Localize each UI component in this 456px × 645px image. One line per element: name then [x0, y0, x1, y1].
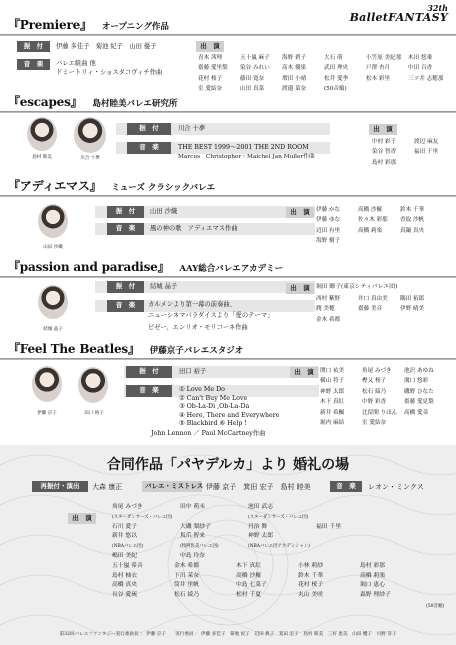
cast-grid: [112, 503, 432, 601]
cast-member: 増田 小晴: [282, 75, 307, 82]
cast-column: [400, 294, 424, 325]
music-line: THE BEST 1999〜2001 THE 2ND ROOM: [178, 144, 309, 151]
cast-member: [404, 418, 434, 428]
choreo-label: 振 付: [17, 41, 50, 52]
cast-member: 福田 千里: [316, 523, 342, 530]
cast-member: 木下 真紅: [320, 399, 345, 406]
cast-member: 松村 千夏: [236, 592, 262, 599]
cast-member: 大磯 梨紗子: [180, 523, 211, 530]
cast-member: 島村 彩那: [360, 562, 386, 569]
cast-member: 高橋 莉楽: [358, 227, 383, 234]
cast-member: 戸澤 杏月: [366, 65, 391, 72]
credit-value: 大森 康正: [92, 483, 123, 491]
photo-caption: 島村 睦美: [32, 155, 52, 160]
music-label: 音 楽: [107, 300, 144, 312]
cast-member: 関口 祐美: [320, 368, 345, 374]
cast-member: 金木 希都: [316, 316, 341, 323]
cast-column: [414, 137, 438, 168]
section-divider: [0, 195, 456, 197]
cast-member: 池田 武志: [248, 504, 274, 510]
premiere-heading: [8, 16, 169, 33]
portrait-photo: [38, 204, 68, 238]
piece-title: 『アディエマス』: [8, 179, 102, 193]
cast-column: [282, 53, 306, 95]
cast-member: 坂爪 智来: [180, 533, 206, 540]
music-composer: ビゼー、エンリオ・モリコーネ作曲: [148, 324, 248, 331]
section-divider: [0, 358, 456, 360]
cast-label: 出 演: [68, 513, 96, 524]
music-line: バレエ組曲 他: [56, 60, 96, 67]
piece-company: ミューズ クラシックバレエ: [111, 183, 216, 193]
choreographer: 山田 沙織: [150, 208, 178, 215]
credit-value: レオン・ミンクス: [368, 483, 424, 491]
cast-member: [400, 236, 424, 246]
cast-label: 出 演: [286, 283, 314, 294]
cast-member: [414, 158, 438, 168]
credit-label: バレエ・ミストレス: [142, 481, 202, 492]
cast-member: 五十嵐 麻子: [240, 55, 270, 61]
cast-member: 高橋 沙羅: [236, 572, 262, 579]
cast-member: [358, 315, 388, 325]
piece-company: 島村睦美バレエ研究所: [92, 99, 178, 109]
joint-piece-panel: [0, 445, 456, 645]
choreo-label: 振 付: [107, 281, 144, 293]
cast-row: [112, 523, 432, 533]
cast-member: 中野 彩香: [362, 399, 387, 406]
piece-company: 伊藤京子バレエスタジオ: [149, 346, 244, 356]
cast-member: 丹治 舞: [248, 523, 268, 530]
cast-member: 新井 悠以: [112, 533, 138, 540]
cast-row: [112, 552, 432, 562]
cast-column: [366, 53, 401, 95]
piece-title: 『Feel The Beatles』: [8, 342, 140, 356]
music-label: 音 楽: [126, 385, 172, 397]
cast-member: 高橋 真央: [112, 582, 138, 589]
cast-member: 武田 理央: [324, 65, 349, 72]
choreo-label: 振 付: [127, 123, 171, 135]
cast-member: 香取 沙帆: [400, 217, 425, 224]
cast-member: 高橋 愛朶: [404, 409, 429, 416]
song-item: ④ Here, There and Everywhere: [179, 411, 280, 419]
cast-label: 出 演: [290, 367, 318, 378]
cast-column: [320, 366, 344, 428]
cast-member: 磯野 ひなた: [404, 388, 434, 395]
cast-member: [408, 84, 443, 94]
credit-label: 再振付・演出: [32, 481, 88, 492]
cast-member: 溝口 悠彩: [404, 378, 429, 385]
piece-title: 『Premiere』: [8, 18, 92, 32]
cast-column: [240, 53, 270, 95]
cast-member: 渡邉 菜奈: [282, 86, 307, 93]
cast-member: 花村 桜子: [298, 582, 324, 589]
portrait-photo: [32, 366, 62, 402]
cast-member: 大石 萌: [324, 55, 343, 61]
cast-member: 潤 美穂: [316, 306, 335, 313]
cast-member: 森野 理紗子: [360, 592, 391, 599]
cast-member: 井口 真由美: [358, 296, 388, 302]
song-item: ① Love Me Do: [179, 386, 225, 393]
photo-caption: 伊藤 京子: [37, 411, 57, 416]
cast-member: (50音順): [324, 86, 347, 93]
cast-member: 中田 百香: [408, 65, 433, 72]
joint-title: 合同作品「パヤデルカ」より 婚礼の場: [106, 457, 350, 473]
music-line: ニューシネマパラダイスより「愛のテーマ」: [148, 312, 274, 319]
song-list: [179, 386, 280, 429]
cast-column: [358, 294, 388, 325]
cast-member: (牧阿佐美バレエ団): [180, 544, 219, 550]
cast-member: 中島 七菜子: [236, 582, 267, 589]
piece-title: 『passion and paradise』: [8, 260, 170, 274]
cast-member: 筒井 里帆: [174, 582, 200, 589]
edition-label: 32th: [427, 3, 448, 13]
cast-member: 松石 綾乃: [174, 592, 200, 599]
cast-member: 丸山 美咲: [298, 592, 324, 599]
cast-member: 伊藤 かな: [316, 207, 341, 213]
sort-note: (50音順): [426, 604, 445, 609]
music-line: カルメンより第一幕の前奏曲、: [148, 301, 236, 308]
section-divider: [0, 276, 456, 278]
cast-column: [358, 205, 388, 247]
cast-head: 堀田 瞭子(東京シティバレエ団): [316, 284, 398, 290]
choreographer: 川合 十夢: [178, 125, 206, 132]
portrait-photo: [27, 117, 57, 151]
photo-caption: 川合 十夢: [80, 156, 100, 161]
cast-member: 島村 柚衣: [112, 572, 138, 579]
cast-member: 染谷 みれい: [240, 65, 270, 72]
cast-member: 海野 樹子: [316, 238, 341, 245]
cast-member: 横山 将子: [320, 378, 345, 385]
music-line: 風の神の歌 アディエマス作曲: [150, 225, 238, 232]
photo-caption: 結城 晶子: [43, 327, 63, 332]
cast-member: 花村 桜子: [198, 75, 223, 82]
cast-member: 渡辺 麻友: [414, 139, 439, 145]
cast-column: [316, 294, 340, 325]
music-composer: John Lennon ／ Paul McCartney作曲: [151, 430, 266, 437]
piece-company: AAY総合バレエアカデミー: [179, 264, 284, 274]
cast-member: 鈴木 千華: [298, 572, 324, 579]
choreo-label: 振 付: [107, 206, 144, 218]
cast-member: 池沢 あゆね: [404, 368, 434, 374]
cast-member: 角尾 みづき: [362, 368, 392, 374]
cast-member: 堀内 麻結: [320, 419, 345, 426]
cast-column: [372, 137, 396, 168]
cast-member: 高橋 莉楽: [360, 572, 386, 579]
section-divider: [0, 34, 456, 36]
cast-member: 神野 太郎: [320, 388, 345, 395]
cast-member: 齋藤 美音: [358, 306, 383, 313]
cast-member: 三ツ井 志穂那: [408, 75, 444, 82]
cast-column: [408, 53, 443, 95]
cast-member: (NBAバレエ団アカデミシャン): [248, 544, 310, 550]
piece-title: 『escapes』: [8, 95, 83, 109]
song-item: ② Can't Buy Me Love: [179, 394, 248, 402]
cast-member: (NBAバレエ団): [112, 544, 144, 550]
cast-row: [112, 542, 432, 552]
cast-member: 五十嵐 希音: [112, 562, 143, 569]
cast-member: 中島 玲奈: [180, 552, 206, 559]
cast-row: [112, 562, 432, 572]
cast-member: 隅田 拓郎: [400, 296, 425, 302]
cast-member: [366, 84, 401, 94]
cast-row: [112, 581, 432, 591]
cast-member: 樫又 桜子: [362, 378, 387, 385]
cast-row: [112, 532, 432, 542]
cast-member: 伊野 晴美: [400, 306, 425, 313]
choreographer: 結城 晶子: [150, 283, 178, 290]
cast-member: [358, 236, 388, 246]
music-label: 音 楽: [127, 142, 171, 154]
cast-member: 染谷 智香: [372, 149, 397, 156]
event-logo: BalletFANTASY: [349, 11, 448, 24]
cast-member: 山田 真菜: [240, 86, 265, 93]
portrait-photo: [74, 117, 106, 153]
cast-row: [112, 572, 432, 582]
cast-column: [316, 205, 340, 247]
cast-member: 木下 真紅: [236, 562, 262, 569]
adiemus-heading: [8, 177, 215, 194]
cast-member: 石川 愛子: [112, 523, 138, 530]
section-divider: [0, 111, 456, 113]
photo-caption: 田口 裕子: [84, 411, 104, 416]
cast-member: 齋藤 愛里梨: [198, 65, 228, 72]
cast-member: 長谷 愛琉: [112, 592, 138, 599]
cast-member: 田中 萌未: [180, 504, 206, 510]
escapes-heading: [8, 93, 177, 110]
cast-member: 松石 綾乃: [362, 388, 387, 395]
cast-label: 出 演: [286, 207, 314, 218]
beatles-heading: [8, 340, 243, 357]
choreographer: 伊藤 多佳子 菊池 紀子 山田 優子: [56, 43, 157, 50]
piece-company: オープニング作品: [101, 22, 169, 32]
cast-member: 齋藤 愛見梨: [404, 399, 434, 406]
cast-column: [400, 205, 424, 247]
cast-member: 中村 彩千: [372, 139, 397, 145]
choreo-label: 振 付: [126, 366, 172, 378]
cast-member: (スターダンサーズ・バレエ団): [248, 514, 309, 520]
cast-member: 角尾 みづき: [112, 504, 143, 510]
event-brand: [350, 4, 448, 23]
cast-row: [112, 503, 432, 513]
music-label: 音 楽: [107, 223, 144, 235]
committee-line: 第32回バレエファンタジー実行委員長 ： 伊藤 京子 実行委員 ： 伊藤 多佳子 菊地 紀子 辺田 典子 箕田 宏子 島村 睦美 三好 恵美 山田 櫻子 川野 芽子: [59, 632, 397, 637]
cast-member: 金木 希都: [174, 562, 200, 569]
cast-column: [404, 366, 434, 428]
cast-member: 小笠原 美紀那: [366, 55, 402, 61]
cast-member: 鈴木 千華: [400, 207, 425, 213]
cast-member: 福田 千里: [414, 149, 439, 156]
cast-member: 島村 彩那: [372, 159, 397, 166]
cast-column: [324, 53, 348, 95]
cast-row: [112, 513, 432, 523]
cast-member: 下川 茉奈: [174, 572, 200, 579]
photo-caption: 山田 沙織: [43, 245, 63, 250]
song-item: ⑤ Blackbird ⑥ Help !: [179, 420, 247, 428]
music-composer: ドミートリィ・ショスタコヴィチ作曲: [56, 69, 163, 76]
cast-member: 堀口 恵心: [360, 582, 386, 589]
music-composer: Marcus Christopher・Maichel Jan Muller作曲: [178, 154, 315, 160]
cast-member: 海野 碧子: [282, 55, 307, 61]
cast-member: 西村 紫野: [316, 296, 341, 302]
music-label: 音 楽: [17, 59, 50, 70]
cast-member: 佐々木 彩那: [358, 217, 388, 224]
cast-member: 室 愛結奈: [362, 419, 387, 426]
cast-member: 松本 彩里: [366, 75, 391, 82]
cast-label: 出 演: [196, 41, 224, 52]
choreographer: 田口 裕子: [179, 368, 207, 375]
cast-column: [362, 366, 397, 428]
cast-member: 木田 悠乗: [408, 55, 433, 61]
cast-member: (スターダンサーズ・バレエ団): [112, 514, 173, 520]
cast-member: 真鍋 真央: [400, 227, 425, 234]
cast-member: 比留間 りほん: [362, 409, 398, 416]
cast-member: 伊藤 ゆな: [316, 217, 341, 224]
cast-member: 辺田 有里: [316, 227, 341, 234]
portrait-photo: [78, 367, 108, 403]
cast-member: 高木 優果: [282, 65, 307, 72]
cast-row: [112, 591, 432, 601]
cast-member: 藤田 寛奈: [240, 75, 265, 82]
cast-member: 松井 愛季: [324, 75, 349, 82]
song-item: ③ Ob-La-Di ,Ob-La-Da: [179, 403, 250, 411]
cast-label: 出 演: [369, 124, 397, 135]
cast-member: 高橋 沙羅: [358, 207, 383, 213]
cast-member: 嶋田 美紀: [112, 552, 138, 559]
portrait-photo: [38, 285, 68, 319]
cast-member: 室 愛結奈: [198, 86, 223, 93]
credit-value: 伊藤 京子 箕田 宏子 島村 睦美: [206, 483, 311, 491]
cast-member: 青木 茜理: [198, 55, 223, 61]
cast-member: 神野 太郎: [248, 533, 274, 540]
cast-column: [198, 53, 228, 95]
credit-label: 音 楽: [330, 481, 362, 492]
passion-heading: [8, 258, 283, 275]
cast-member: 小林 莉紗: [298, 562, 324, 569]
cast-member: [400, 315, 424, 325]
cast-member: 新井 希楓: [320, 409, 345, 416]
